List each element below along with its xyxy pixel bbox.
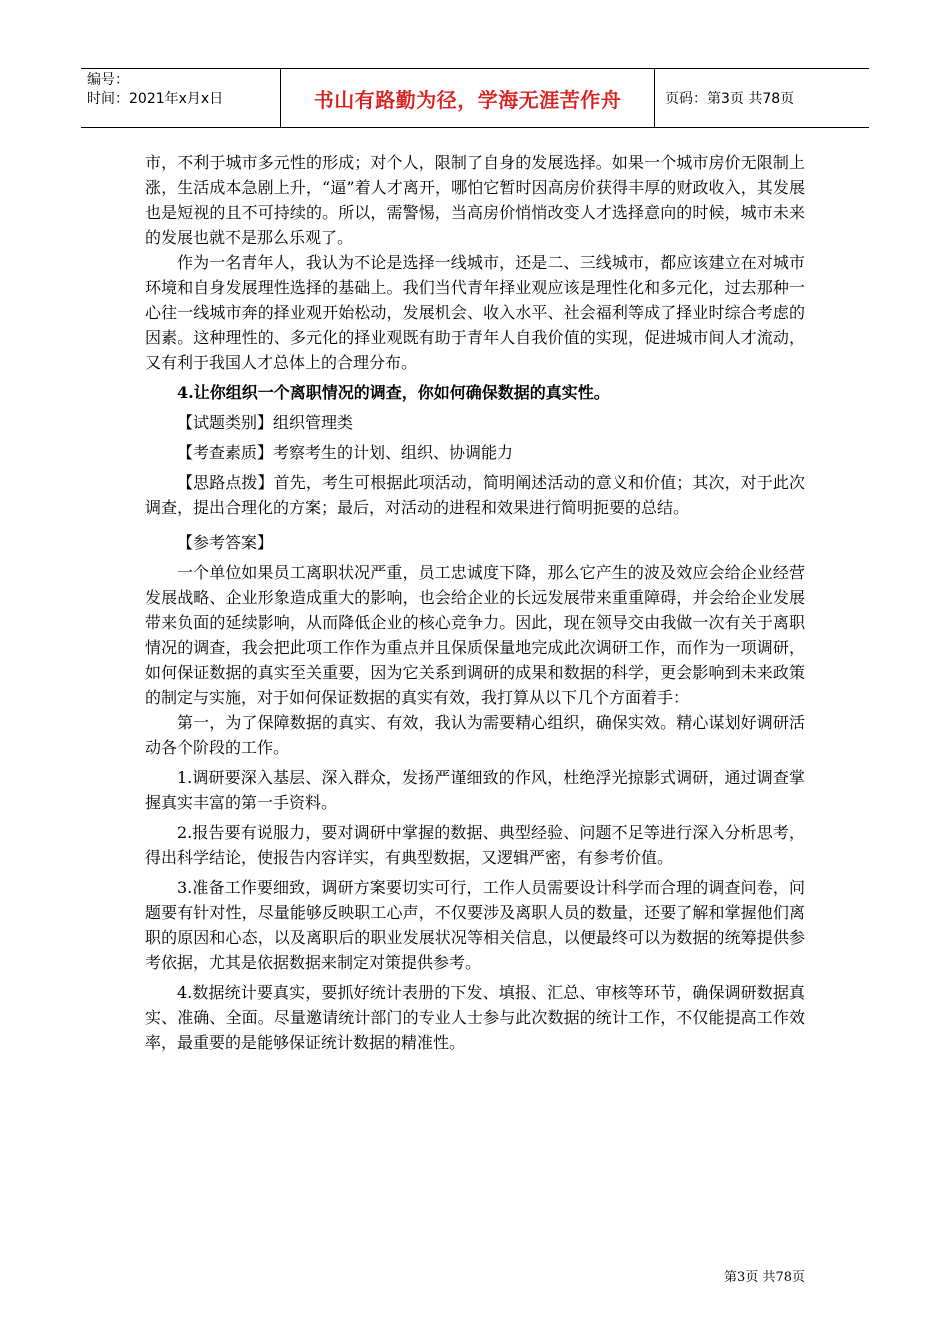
paragraph: 市，不利于城市多元性的形成；对个人，限制了自身的发展选择。如果一个城市房价无限制上涨，生活成本急剧上升，“逼”着人才离开，哪怕它暂时因高房价获得丰厚的财政收入，其发展也是短视的且不可持续的。所以，需警惕，当高房价悄悄改变人才选择意向的时候，城市未来的发展也就不是那么乐观了。 [145, 153, 805, 247]
list-item: 4.数据统计要真实，要抓好统计表册的下发、填报、汇总、审核等环节，确保调研数据真实、准确、全面。尽量邀请统计部门的专业人士参与此次数据的统计工作，不仅能提高工作效率，最重要的是能够保证统计数据的精准性。 [145, 983, 805, 1052]
page-header [81, 68, 869, 128]
page-footer: 第3页 共78页 [724, 1270, 805, 1285]
document-code-label: 编号： [87, 72, 129, 88]
question-quality: 【考查素质】考察考生的计划、组织、协调能力 [177, 443, 514, 462]
question-heading: 4.让你组织一个离职情况的调查，你如何确保数据的真实性。 [177, 383, 610, 402]
header-motto: 书山有路勤为径，学海无涯苦作舟 [281, 69, 655, 127]
paragraph: 一个单位如果员工离职状况严重，员工忠诚度下降，那么它产生的波及效应会给企业经营发展战略、企业形象造成重大的影响，也会给企业的长远发展带来重重障碍，并会给企业发展带来负面的延续影响，从而降低企业的核心竞争力。因此，现在领导交由我做一次有关于离职情况的调查，我会把此项工作作为重点并且保质保量地完成此次调研工作，而作为一项调研，如何保证数据的真实至关重要，因为它关系到调研的成果和数据的科学，更会影响到未来政策的制定与实施，对于如何保证数据的真实有效，我打算从以下几个方面着手： [145, 563, 805, 707]
header-page-info: 页码：第3页 共78页 [665, 91, 795, 107]
document-body [145, 150, 805, 1055]
paragraph: 作为一名青年人，我认为不论是选择一线城市，还是二、三线城市，都应该建立在对城市环境和自身发展理性选择的基础上。我们当代青年择业观应该是理性化和多元化，过去那种一心往一线城市奔的择业观开始松动，发展机会、收入水平、社会福利等成了择业时综合考虑的因素。这种理性的、多元化的择业观既有助于青年人自我价值的实现，促进城市间人才流动，又有利于我国人才总体上的合理分布。 [145, 253, 805, 372]
header-meta [81, 69, 281, 127]
list-item: 1.调研要深入基层、深入群众，发扬严谨细致的作风，杜绝浮光掠影式调研，通过调查掌握真实丰富的第一手资料。 [145, 768, 805, 812]
list-item: 3.准备工作要细致，调研方案要切实可行，工作人员需要设计科学而合理的调查问卷，问题要有针对性，尽量能够反映职工心声，不仅要涉及离职人员的数量，还要了解和掌握他们离职的原因和心态，以及离职后的职业发展状况等相关信息，以便最终可以为数据的统筹提供参考依据，尤其是依据数据来制定对策提供参考。 [145, 878, 805, 972]
answer-label: 【参考答案】 [177, 533, 274, 552]
list-item: 2.报告要有说服力，要对调研中掌握的数据、典型经验、问题不足等进行深入分析思考，得出科学结论，使报告内容详实，有典型数据，又逻辑严密，有参考价值。 [145, 823, 805, 867]
question-hint: 【思路点拨】首先，考生可根据此项活动，简明阐述活动的意义和价值；其次，对于此次调查，提出合理化的方案；最后，对活动的进程和效果进行简明扼要的总结。 [145, 473, 805, 517]
question-category: 【试题类别】组织管理类 [177, 413, 354, 432]
paragraph: 第一，为了保障数据的真实、有效，我认为需要精心组织，确保实效。精心谋划好调研活动各个阶段的工作。 [145, 713, 805, 757]
document-date: 时间：2021年x月x日 [87, 91, 224, 107]
